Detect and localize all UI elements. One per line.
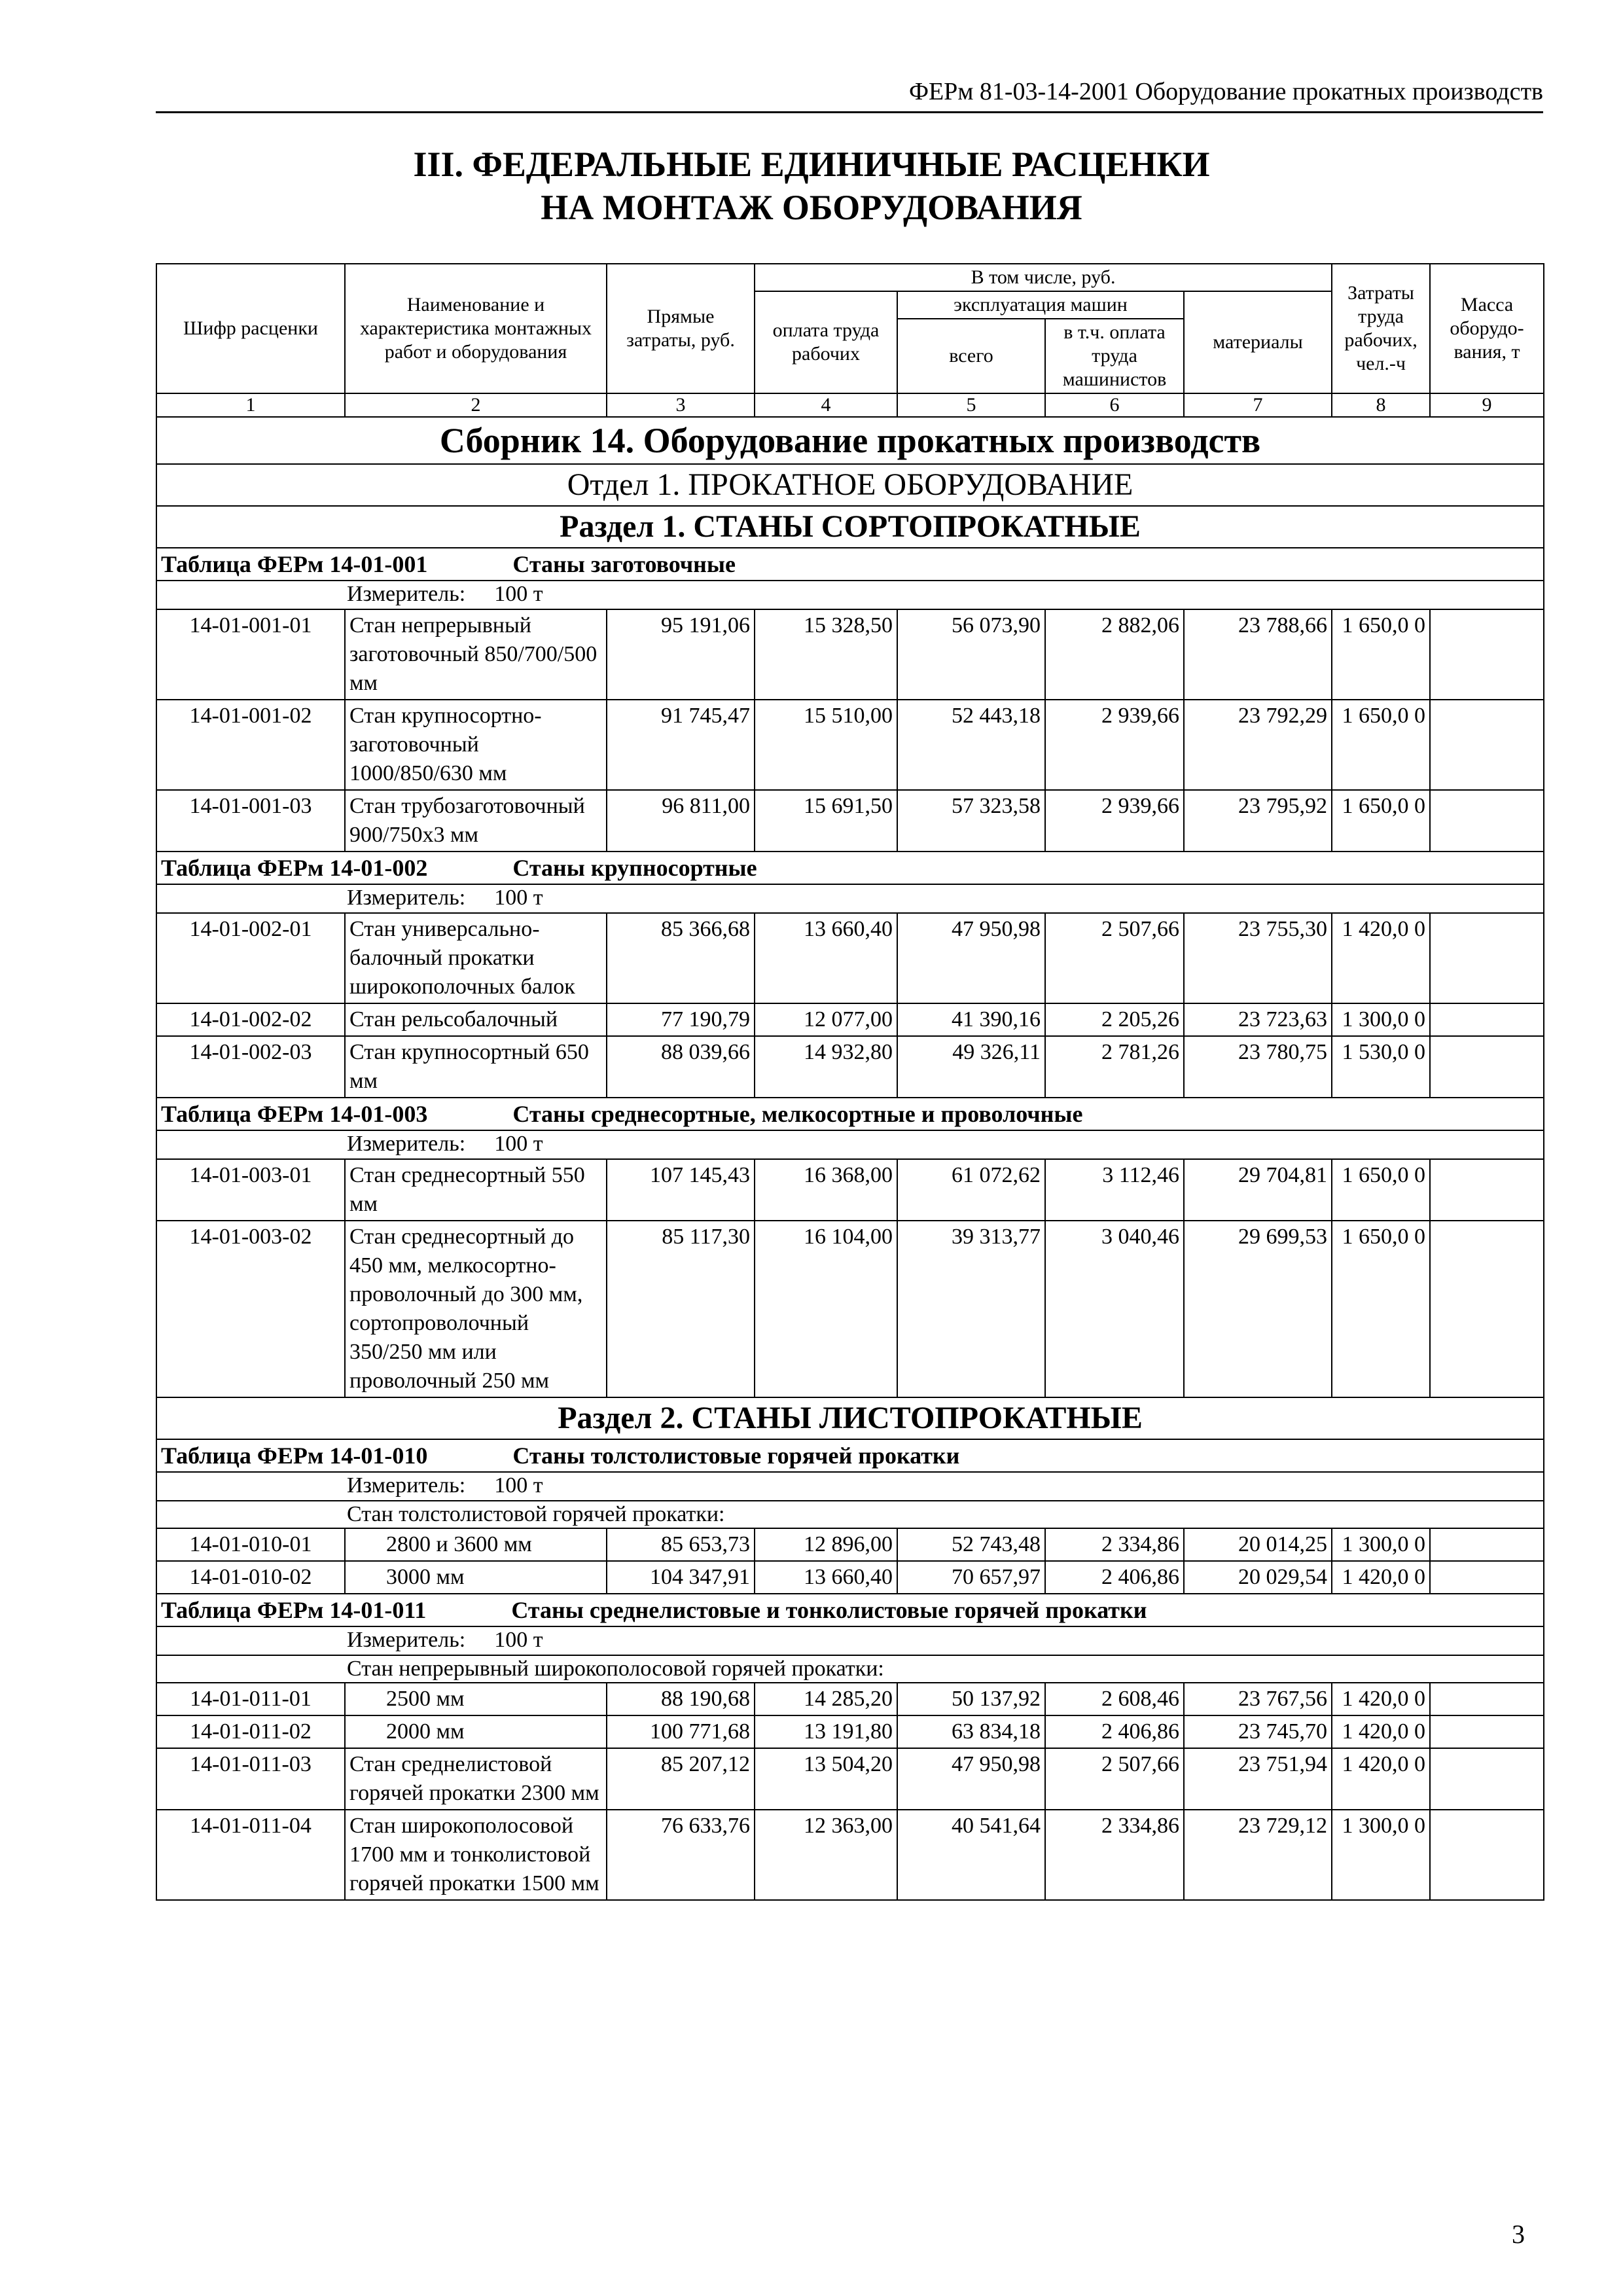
direct-cost: 76 633,76 bbox=[607, 1810, 755, 1900]
material-cost: 23 729,12 bbox=[1184, 1810, 1332, 1900]
labor-hours: 1 650,0 0 bbox=[1332, 790, 1430, 852]
rate-name: 2000 мм bbox=[345, 1715, 607, 1748]
column-number: 6 bbox=[1045, 393, 1184, 417]
rate-name: 3000 мм bbox=[345, 1561, 607, 1594]
table-heading bbox=[156, 1098, 1544, 1130]
equipment-mass bbox=[1430, 1683, 1544, 1715]
material-cost: 23 745,70 bbox=[1184, 1715, 1332, 1748]
rate-name: Стан среднесортный до 450 мм, мелкосортно-проволочный до 300 мм, сортопроволочный 350/250 мм или проволочный 250 мм bbox=[345, 1221, 607, 1397]
col-labor-header: оплата труда рабочих bbox=[755, 291, 897, 393]
operator-cost: 2 939,66 bbox=[1045, 700, 1184, 790]
labor-cost: 13 191,80 bbox=[755, 1715, 897, 1748]
rate-code: 14-01-001-02 bbox=[156, 700, 345, 790]
title-line-2: НА МОНТАЖ ОБОРУДОВАНИЯ bbox=[541, 188, 1082, 227]
direct-cost: 95 191,06 bbox=[607, 609, 755, 700]
col-code-header: Шифр расценки bbox=[156, 264, 345, 393]
labor-hours: 1 420,0 0 bbox=[1332, 1561, 1430, 1594]
rate-name: Стан крупносортно-заготовочный 1000/850/630 мм bbox=[345, 700, 607, 790]
table-row bbox=[156, 1159, 1544, 1221]
rate-code: 14-01-011-02 bbox=[156, 1715, 345, 1748]
title-line-1: III. ФЕДЕРАЛЬНЫЕ ЕДИНИЧНЫЕ РАСЦЕНКИ bbox=[413, 145, 1210, 184]
equipment-mass bbox=[1430, 1528, 1544, 1561]
equipment-mass bbox=[1430, 609, 1544, 700]
machine-cost: 61 072,62 bbox=[897, 1159, 1045, 1221]
table-code: Таблица ФЕРм 14-01-001 bbox=[161, 551, 428, 577]
direct-cost: 91 745,47 bbox=[607, 700, 755, 790]
operator-cost: 3 112,46 bbox=[1045, 1159, 1184, 1221]
rate-code: 14-01-002-02 bbox=[156, 1003, 345, 1036]
column-number: 3 bbox=[607, 393, 755, 417]
table-row bbox=[156, 790, 1544, 852]
table-row bbox=[156, 913, 1544, 1003]
table-row bbox=[156, 1221, 1544, 1397]
table-title: Станы заготовочные bbox=[512, 551, 736, 577]
labor-cost: 12 077,00 bbox=[755, 1003, 897, 1036]
operator-cost: 2 507,66 bbox=[1045, 913, 1184, 1003]
equipment-mass bbox=[1430, 1810, 1544, 1900]
page-title bbox=[0, 143, 1623, 229]
measure-row bbox=[156, 581, 1544, 609]
equipment-mass bbox=[1430, 913, 1544, 1003]
machine-cost: 57 323,58 bbox=[897, 790, 1045, 852]
column-number: 4 bbox=[755, 393, 897, 417]
column-number: 9 bbox=[1430, 393, 1544, 417]
material-cost: 23 751,94 bbox=[1184, 1748, 1332, 1810]
table-title: Станы толстолистовые горячей прокатки bbox=[512, 1443, 960, 1469]
table-heading bbox=[156, 852, 1544, 884]
labor-hours: 1 650,0 0 bbox=[1332, 609, 1430, 700]
table-row bbox=[156, 1715, 1544, 1748]
labor-hours: 1 650,0 0 bbox=[1332, 1221, 1430, 1397]
column-number: 7 bbox=[1184, 393, 1332, 417]
col-total-header: всего bbox=[897, 319, 1045, 393]
material-cost: 23 792,29 bbox=[1184, 700, 1332, 790]
labor-hours: 1 300,0 0 bbox=[1332, 1003, 1430, 1036]
material-cost: 23 767,56 bbox=[1184, 1683, 1332, 1715]
table-title: Станы крупносортные bbox=[512, 855, 757, 881]
measure-value: 100 т bbox=[494, 582, 543, 606]
labor-cost: 15 510,00 bbox=[755, 700, 897, 790]
labor-cost: 15 691,50 bbox=[755, 790, 897, 852]
direct-cost: 85 117,30 bbox=[607, 1221, 755, 1397]
material-cost: 20 029,54 bbox=[1184, 1561, 1332, 1594]
group-subheader: Стан непрерывный широкополосовой горячей прокатки: bbox=[156, 1655, 1544, 1683]
material-cost: 29 699,53 bbox=[1184, 1221, 1332, 1397]
operator-cost: 2 608,46 bbox=[1045, 1683, 1184, 1715]
rate-code: 14-01-002-01 bbox=[156, 913, 345, 1003]
labor-hours: 1 420,0 0 bbox=[1332, 1748, 1430, 1810]
table-row bbox=[156, 1561, 1544, 1594]
table-code: Таблица ФЕРм 14-01-010 bbox=[161, 1443, 428, 1469]
col-incl-header: В том числе, руб. bbox=[755, 264, 1332, 291]
table-row bbox=[156, 1528, 1544, 1561]
material-cost: 23 795,92 bbox=[1184, 790, 1332, 852]
rates-table-container bbox=[156, 263, 1543, 1901]
material-cost: 20 014,25 bbox=[1184, 1528, 1332, 1561]
column-numbers-row bbox=[156, 393, 1544, 417]
labor-hours: 1 420,0 0 bbox=[1332, 913, 1430, 1003]
machine-cost: 49 326,11 bbox=[897, 1036, 1045, 1098]
rate-name: Стан непрерывный заготовочный 850/700/500 мм bbox=[345, 609, 607, 700]
rate-code: 14-01-011-03 bbox=[156, 1748, 345, 1810]
col-hours-header: Затраты труда рабочих, чел.-ч bbox=[1332, 264, 1430, 393]
operator-cost: 2 882,06 bbox=[1045, 609, 1184, 700]
rate-name: 2800 и 3600 мм bbox=[345, 1528, 607, 1561]
rate-code: 14-01-003-02 bbox=[156, 1221, 345, 1397]
labor-cost: 14 932,80 bbox=[755, 1036, 897, 1098]
col-direct-header: Прямые затраты, руб. bbox=[607, 264, 755, 393]
razdel-heading: Раздел 1. СТАНЫ СОРТОПРОКАТНЫЕ bbox=[156, 506, 1544, 548]
rate-code: 14-01-010-02 bbox=[156, 1561, 345, 1594]
material-cost: 23 780,75 bbox=[1184, 1036, 1332, 1098]
table-row bbox=[156, 1003, 1544, 1036]
operator-cost: 2 939,66 bbox=[1045, 790, 1184, 852]
rate-name: Стан универсально-балочный прокатки широкополочных балок bbox=[345, 913, 607, 1003]
labor-hours: 1 530,0 0 bbox=[1332, 1036, 1430, 1098]
direct-cost: 100 771,68 bbox=[607, 1715, 755, 1748]
direct-cost: 107 145,43 bbox=[607, 1159, 755, 1221]
labor-cost: 16 104,00 bbox=[755, 1221, 897, 1397]
machine-cost: 39 313,77 bbox=[897, 1221, 1045, 1397]
labor-cost: 13 504,20 bbox=[755, 1748, 897, 1810]
rate-name: Стан трубозаготовочный 900/750х3 мм bbox=[345, 790, 607, 852]
measure-label: Измеритель: bbox=[347, 582, 466, 606]
measure-label: Измеритель: bbox=[347, 1473, 466, 1498]
rate-code: 14-01-003-01 bbox=[156, 1159, 345, 1221]
rate-code: 14-01-011-01 bbox=[156, 1683, 345, 1715]
direct-cost: 104 347,91 bbox=[607, 1561, 755, 1594]
sbornik-heading: Сборник 14. Оборудование прокатных производств bbox=[156, 417, 1544, 464]
labor-cost: 13 660,40 bbox=[755, 913, 897, 1003]
labor-cost: 16 368,00 bbox=[755, 1159, 897, 1221]
running-header: ФЕРм 81-03-14-2001 Оборудование прокатных производств bbox=[156, 77, 1543, 113]
material-cost: 23 788,66 bbox=[1184, 609, 1332, 700]
operator-cost: 2 507,66 bbox=[1045, 1748, 1184, 1810]
table-row bbox=[156, 1683, 1544, 1715]
table-title: Станы среднелистовые и тонколистовые горячей прокатки bbox=[511, 1597, 1147, 1623]
labor-hours: 1 420,0 0 bbox=[1332, 1683, 1430, 1715]
machine-cost: 47 950,98 bbox=[897, 913, 1045, 1003]
direct-cost: 96 811,00 bbox=[607, 790, 755, 852]
table-row bbox=[156, 1036, 1544, 1098]
table-title: Станы среднесортные, мелкосортные и проволочные bbox=[512, 1101, 1083, 1127]
equipment-mass bbox=[1430, 1003, 1544, 1036]
rate-code: 14-01-001-03 bbox=[156, 790, 345, 852]
material-cost: 23 755,30 bbox=[1184, 913, 1332, 1003]
labor-cost: 12 896,00 bbox=[755, 1528, 897, 1561]
equipment-mass bbox=[1430, 700, 1544, 790]
rate-code: 14-01-011-04 bbox=[156, 1810, 345, 1900]
col-materials-header: материалы bbox=[1184, 291, 1332, 393]
operator-cost: 2 334,86 bbox=[1045, 1528, 1184, 1561]
machine-cost: 52 743,48 bbox=[897, 1528, 1045, 1561]
column-number: 8 bbox=[1332, 393, 1430, 417]
direct-cost: 88 190,68 bbox=[607, 1683, 755, 1715]
table-code: Таблица ФЕРм 14-01-003 bbox=[161, 1101, 428, 1127]
group-subheader: Стан толстолистовой горячей прокатки: bbox=[156, 1501, 1544, 1528]
labor-cost: 13 660,40 bbox=[755, 1561, 897, 1594]
machine-cost: 41 390,16 bbox=[897, 1003, 1045, 1036]
measure-value: 100 т bbox=[494, 1473, 543, 1498]
equipment-mass bbox=[1430, 1036, 1544, 1098]
material-cost: 29 704,81 bbox=[1184, 1159, 1332, 1221]
operator-cost: 2 406,86 bbox=[1045, 1561, 1184, 1594]
table-row bbox=[156, 609, 1544, 700]
labor-hours: 1 300,0 0 bbox=[1332, 1528, 1430, 1561]
labor-cost: 14 285,20 bbox=[755, 1683, 897, 1715]
machine-cost: 52 443,18 bbox=[897, 700, 1045, 790]
direct-cost: 85 366,68 bbox=[607, 913, 755, 1003]
operator-cost: 2 334,86 bbox=[1045, 1810, 1184, 1900]
machine-cost: 56 073,90 bbox=[897, 609, 1045, 700]
rate-code: 14-01-002-03 bbox=[156, 1036, 345, 1098]
operator-cost: 2 406,86 bbox=[1045, 1715, 1184, 1748]
operator-cost: 2 781,26 bbox=[1045, 1036, 1184, 1098]
rates-table bbox=[156, 263, 1544, 1901]
measure-row bbox=[156, 1130, 1544, 1159]
operator-cost: 2 205,26 bbox=[1045, 1003, 1184, 1036]
measure-row bbox=[156, 1626, 1544, 1655]
labor-hours: 1 420,0 0 bbox=[1332, 1715, 1430, 1748]
column-number: 1 bbox=[156, 393, 345, 417]
rate-name: Стан рельсобалочный bbox=[345, 1003, 607, 1036]
rate-code: 14-01-001-01 bbox=[156, 609, 345, 700]
machine-cost: 40 541,64 bbox=[897, 1810, 1045, 1900]
measure-value: 100 т bbox=[494, 886, 543, 910]
rate-name: Стан крупносортный 650 мм bbox=[345, 1036, 607, 1098]
col-operators-header: в т.ч. оплата труда машинистов bbox=[1045, 319, 1184, 393]
machine-cost: 70 657,97 bbox=[897, 1561, 1045, 1594]
measure-value: 100 т bbox=[494, 1628, 543, 1652]
labor-hours: 1 650,0 0 bbox=[1332, 1159, 1430, 1221]
table-heading bbox=[156, 548, 1544, 581]
equipment-mass bbox=[1430, 1748, 1544, 1810]
column-number: 5 bbox=[897, 393, 1045, 417]
measure-value: 100 т bbox=[494, 1132, 543, 1156]
direct-cost: 85 207,12 bbox=[607, 1748, 755, 1810]
material-cost: 23 723,63 bbox=[1184, 1003, 1332, 1036]
col-machines-header: эксплуатация машин bbox=[897, 291, 1184, 319]
labor-cost: 12 363,00 bbox=[755, 1810, 897, 1900]
labor-cost: 15 328,50 bbox=[755, 609, 897, 700]
operator-cost: 3 040,46 bbox=[1045, 1221, 1184, 1397]
col-mass-header: Масса оборудо-вания, т bbox=[1430, 264, 1544, 393]
direct-cost: 88 039,66 bbox=[607, 1036, 755, 1098]
labor-hours: 1 650,0 0 bbox=[1332, 700, 1430, 790]
table-row bbox=[156, 1810, 1544, 1900]
direct-cost: 85 653,73 bbox=[607, 1528, 755, 1561]
col-name-header: Наименование и характеристика монтажных работ и оборудования bbox=[345, 264, 607, 393]
rate-name: Стан среднелистовой горячей прокатки 2300 мм bbox=[345, 1748, 607, 1810]
table-row bbox=[156, 1748, 1544, 1810]
machine-cost: 50 137,92 bbox=[897, 1683, 1045, 1715]
rate-name: Стан широкополосовой 1700 мм и тонколистовой горячей прокатки 1500 мм bbox=[345, 1810, 607, 1900]
measure-row bbox=[156, 884, 1544, 913]
machine-cost: 63 834,18 bbox=[897, 1715, 1045, 1748]
measure-label: Измеритель: bbox=[347, 1628, 466, 1652]
labor-hours: 1 300,0 0 bbox=[1332, 1810, 1430, 1900]
equipment-mass bbox=[1430, 1221, 1544, 1397]
equipment-mass bbox=[1430, 1715, 1544, 1748]
machine-cost: 47 950,98 bbox=[897, 1748, 1045, 1810]
otdel-heading: Отдел 1. ПРОКАТНОЕ ОБОРУДОВАНИЕ bbox=[156, 464, 1544, 506]
measure-label: Измеритель: bbox=[347, 886, 466, 910]
rate-name: 2500 мм bbox=[345, 1683, 607, 1715]
table-code: Таблица ФЕРм 14-01-011 bbox=[161, 1597, 427, 1623]
equipment-mass bbox=[1430, 1561, 1544, 1594]
table-heading bbox=[156, 1439, 1544, 1472]
measure-row bbox=[156, 1472, 1544, 1501]
razdel-heading: Раздел 2. СТАНЫ ЛИСТОПРОКАТНЫЕ bbox=[156, 1397, 1544, 1439]
page-number: 3 bbox=[1512, 2219, 1525, 2249]
table-row bbox=[156, 700, 1544, 790]
table-heading bbox=[156, 1594, 1544, 1626]
measure-label: Измеритель: bbox=[347, 1132, 466, 1156]
table-code: Таблица ФЕРм 14-01-002 bbox=[161, 855, 428, 881]
column-number: 2 bbox=[345, 393, 607, 417]
equipment-mass bbox=[1430, 790, 1544, 852]
rate-name: Стан среднесортный 550 мм bbox=[345, 1159, 607, 1221]
equipment-mass bbox=[1430, 1159, 1544, 1221]
rate-code: 14-01-010-01 bbox=[156, 1528, 345, 1561]
direct-cost: 77 190,79 bbox=[607, 1003, 755, 1036]
